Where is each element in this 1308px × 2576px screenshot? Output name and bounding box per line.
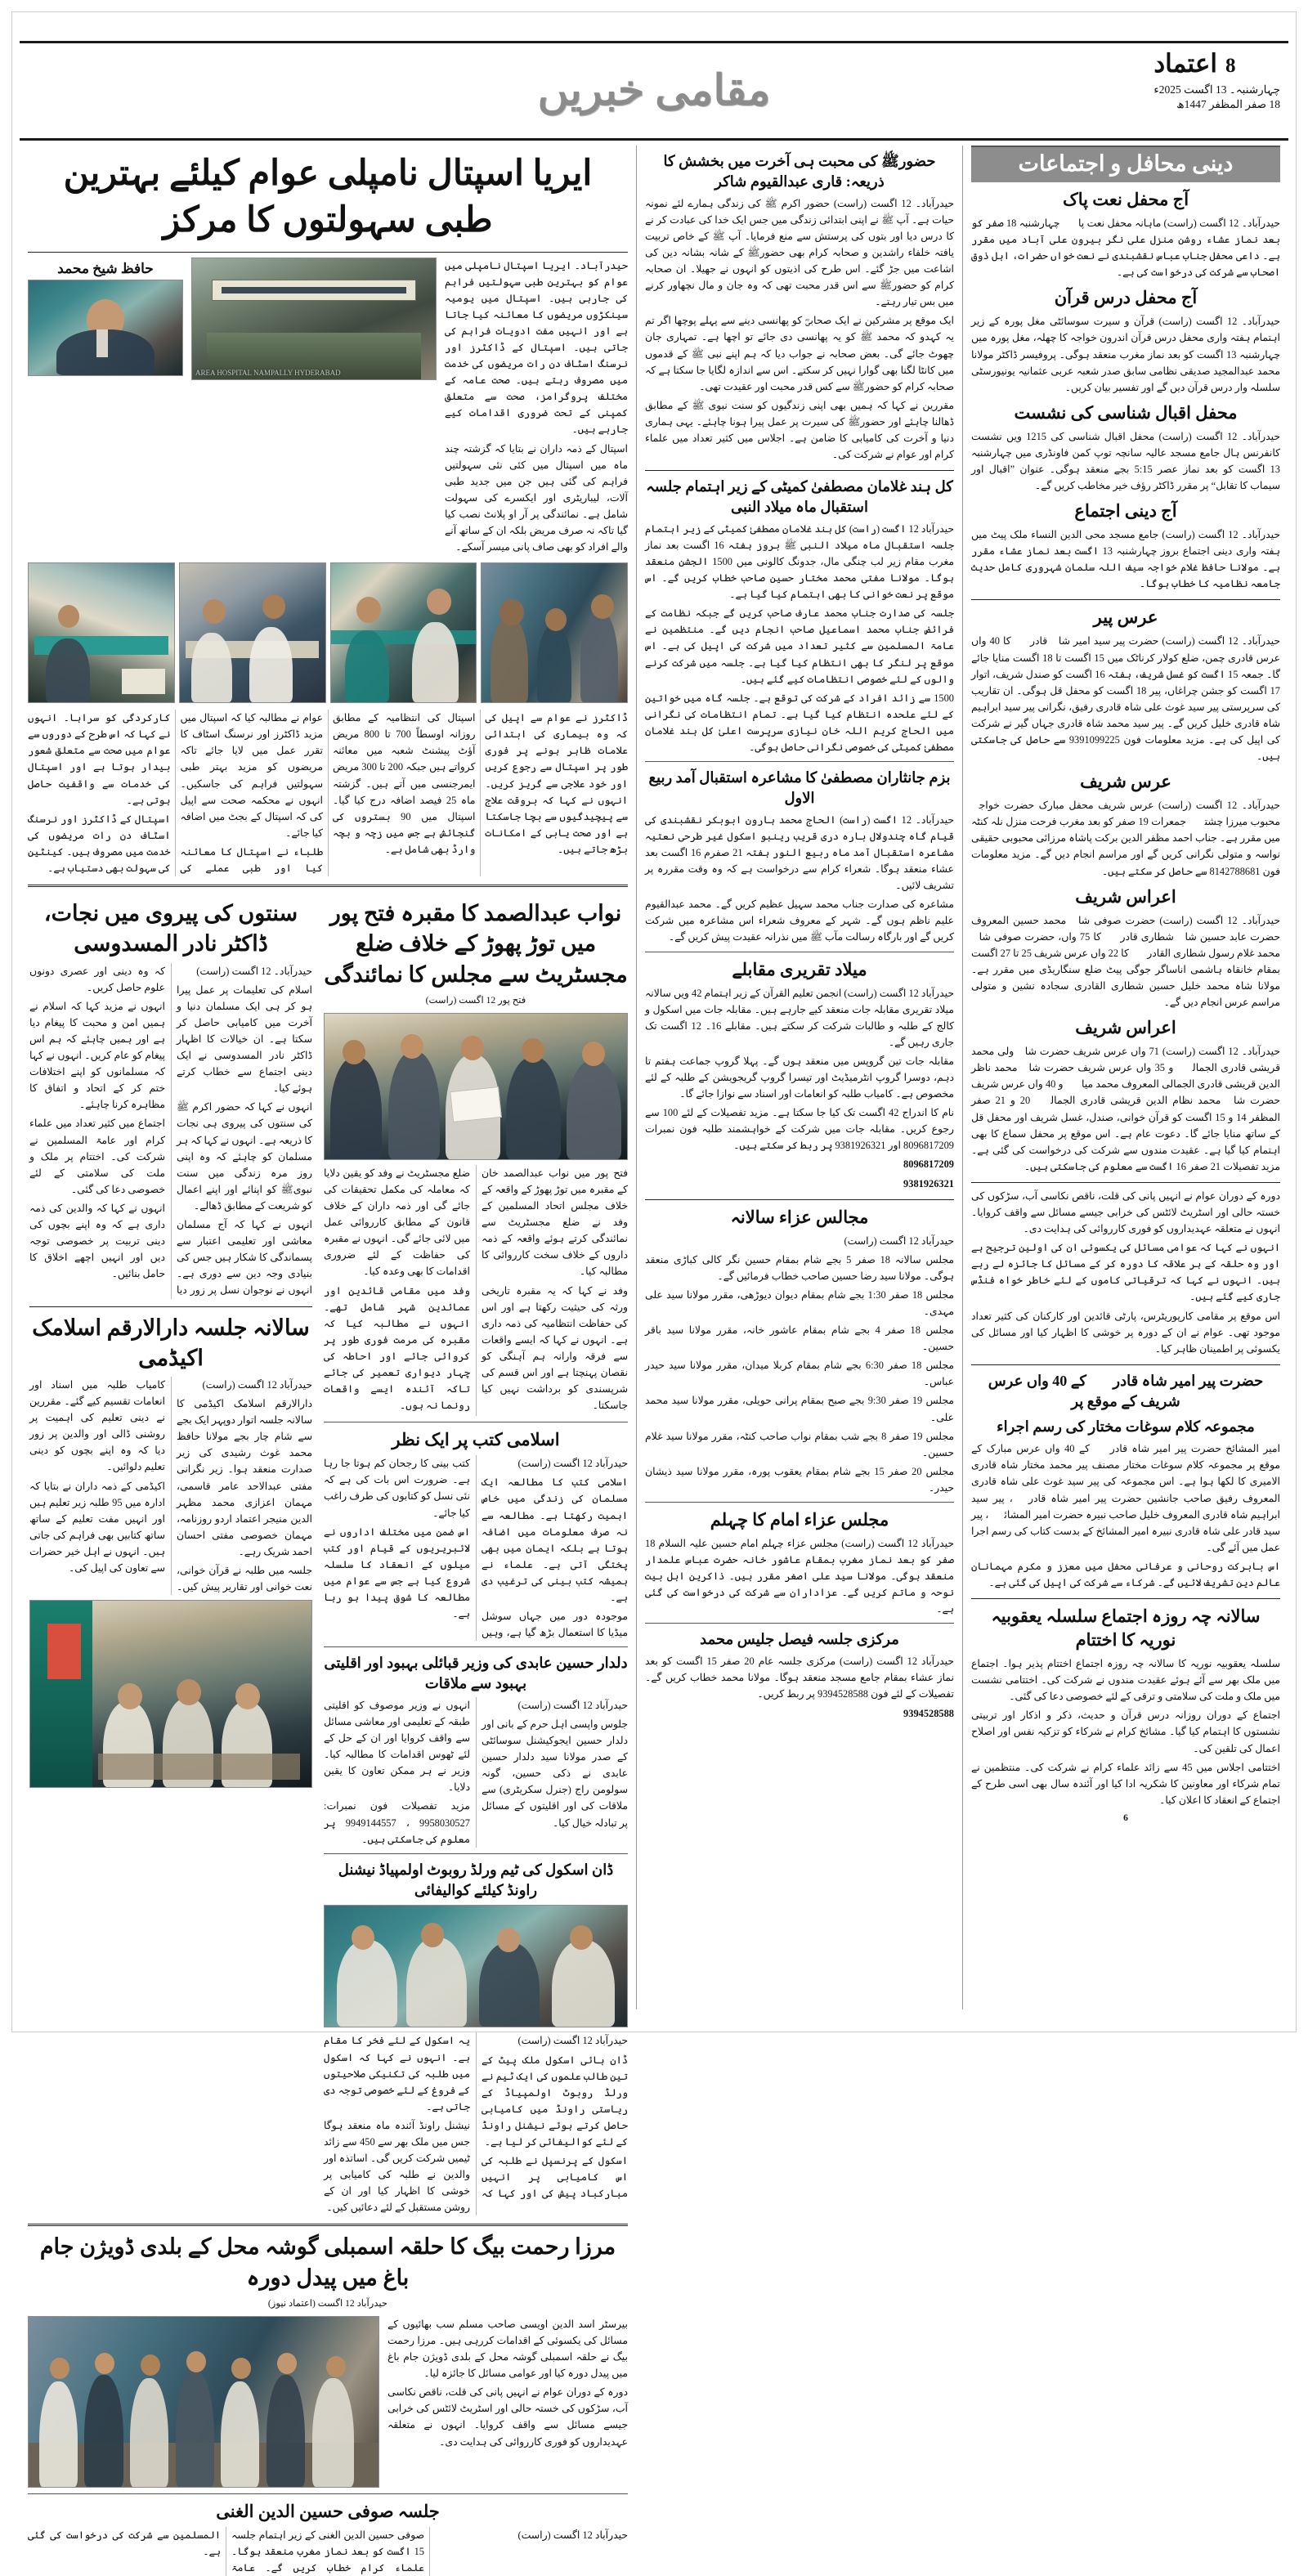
- notice-title: محفل اقبال شناسی کی نشست: [1014, 402, 1238, 423]
- story-headline: نواب عبدالصمد کا مقبرہ فتح پور میں توڑ پھوڑ کے خلاف ضلع مجسٹریٹ سے مجلس کا نمائندگی: [324, 901, 628, 987]
- divider: [971, 1182, 1280, 1183]
- story-paragraph: اجتماع میں کثیر تعداد میں علماء کرام اور عامۃ المسلمین نے شرکت کی۔ اختتام پر ملک و ملت کی سلامتی کے لئے خصوصی دعا کی گئی۔: [29, 1118, 165, 1195]
- story-paragraph: دورہ کے دوران عوام نے انہیں پانی کی قلت، ناقص نکاسی آب، سڑکوں کی خستہ حالی اور اسٹریٹ لائٹس کی خرابی جیسے مسائل سے واقف کروایا۔ انہوں نے متعلقہ عہدیداروں کو فوری کارروائی کی ہدایت دی۔: [971, 1189, 1280, 1235]
- story-dateline: حیدرآباد 12 اگست (راست): [517, 2529, 628, 2541]
- story-headline: کل ہند غلامان مصطفیٰ کمیٹی کے زیر اہتمام جلسہ استقبال ماہ میلاد النبی: [646, 478, 953, 515]
- story-paragraph: ایک موقع پر مشرکین نے ایک صحابیؓ کو پھانسی دینے سے پہلے پوچھا اگر تم یہ کہدو کہ محمد ﷺ کو یہ پھانسی دی جائے تو اچھا ہے۔ تمہاری جان چھوٹ جائے گی۔ بعض صحابہ نے جواب دیا کہ ہم اپنے نبی ﷺ کے قدموں میں کانٹا لگنا بھی گوارا نہیں کر سکتے۔ اس سے اندازہ لگایا جا سکتا ہے کہ صحابہ کرام کو حضورﷺ سے کس قدر محبت اور عقیدت تھی۔: [645, 315, 954, 392]
- story-sunnat-text: [29, 963, 312, 1299]
- story-dateline: حیدرآباد 12 اگست (راست): [844, 1234, 954, 1247]
- story-paragraph: حیدرآباد 12 اگست (راست) کل ہند غلامان مصطفیٰ کمیٹی کے زیر اہتمام جلسہ استقبال ماہ میلاد النبی ﷺ بروز ہفتہ 16 اگست بعد نماز مغرب مقام زیر لب چنگی مال، جدونگ کالونی میں 1500 الجشن منعقد ہوگا۔ مولانا مفتی محمد مختار حسین صاحب خطاب کریں گے۔ اس موقع پر نعت خوانی کا بھی اہتمام کیا گیا ہے۔: [645, 522, 955, 601]
- story-dateline: حیدرآباد 12 اگست (راست): [517, 1458, 628, 1470]
- photo-dawn-school-team: [324, 1905, 628, 2027]
- column-main: [20, 146, 636, 2574]
- divider: [28, 2493, 628, 2494]
- story-ghulaman-mustafa: [645, 477, 954, 755]
- story-paragraph: جلسہ میں طلبہ نے قرآن خوانی، نعت خوانی اور تقاریر پیش کیں۔ کامیاب طلبہ میں اسناد اور انعامات تقسیم کیے گئے۔ مقررین نے دینی تعلیم کی اہمیت پر روشنی ڈالی اور والدین پر زور دیا کہ وہ اپنے بچوں کو دینی تعلیم دلوائیں۔: [29, 1379, 312, 1593]
- divider: [28, 2224, 628, 2226]
- story-paragraph: جلوس واپسی اہل حرم کے بانی اور دلدار حسین ایجوکیشنل سوسائٹی کے صدر مولانا سید دلدار حسین عابدی نے ذکی حسین، گونہ سولومن راج (جنرل سکریٹری) سے ملاقات کی اور اقلیتوں کے مسائل پر تبادلہ خیال کیا۔: [482, 1718, 628, 1829]
- masthead-date-gregorian: چہارشنبہ۔ 13 اگست 2025ء: [1153, 83, 1280, 96]
- majalis-list-item: مجلس 19 صفر 9:30 بجے صبح بمقام پرانی حویلی، مقرر مولانا سید محمد علی۔: [645, 1395, 954, 1423]
- divider: [29, 1306, 312, 1307]
- story-paragraph: مزید تفصیلات فون نمبرات: 9958030527 ، 9949144557 پر معلوم کی جاسکتی ہیں۔: [324, 1800, 470, 1845]
- story-paragraph: حیدرآباد 12 اگست (راست) انجمن تعلیم القرآن کے زیر اہتمام 42 ویں سالانہ میلاد تقریری مقابلہ جات منعقد کیے جارہے ہیں۔ مقابلہ جات میں اسکول و کالج کے طلبہ و طالبات شرکت کر سکتے ہیں۔ مقابلے 16۔ 12 اگست تک جاری رہیں گے۔: [645, 987, 955, 1048]
- photo-doctors-desk: [179, 562, 326, 703]
- lead-top-block: [28, 258, 628, 558]
- notice-body: حیدرآباد۔ 12 اگست (راست) جامع مسجد محی الدین النساء ملک پیٹ میں ہفتہ واری دینی اجتماع بروز چہارشنبہ 13 اگست بعد نماز عشاء مقرر ہے۔ مولانا حافظ غلام خواجہ سیف اللہ سلمان شہروری کامل حدیث جامعہ نظامیہ کا خطاب ہوگا۔: [971, 529, 1280, 590]
- story-paragraph: حیدرآباد 12 اگست (راست) مرکزی جلسہ عام 20 صفر 15 اگست کو بعد نماز عشاء بمقام جامع مسجد منعقد ہوگا۔ مولانا محمد خطاب کریں گے۔ تفصیلات کے لئے فون 9394528588 پر ربط کریں۔: [645, 1655, 954, 1700]
- story-paragraph: ڈاکٹرز نے عوام سے اپیل کی کہ وہ بیماری کی ابتدائی علامات ظاہر ہونے پر فوری طور پر اسپتال سے رجوع کریں اور خود علاجی سے گریز کریں۔ انہوں نے کہا کہ بروقت علاج سے پیچیدگیوں سے بچا جاسکتا ہے اور صحت یابی کے امکانات بڑھ جاتے ہیں۔: [485, 712, 628, 855]
- story-dateline: فتح پور 12 اگست (راست): [425, 994, 526, 1006]
- majalis-list-item: مجلس 20 صفر 15 بجے شام بمقام یعقوب پورہ، مقرر مولانا سید ذیشان حیدر۔: [645, 1465, 954, 1494]
- story-paragraph: اجتماع کے دوران روزانہ درس قرآن و حدیث، ذکر و اذکار اور تربیتی نشستوں کا اہتمام کیا گیا۔ مشائخ کرام نے شرکاء کو تزکیہ نفس اور اصلاح اعمال کی تلقین کی۔: [971, 1709, 1280, 1754]
- notice-body: حیدرآباد۔ 12 اگست (راست) 71 واں عرس شریف حضرت شاہ ولی محمد قریشی قادری الجمالیؒ و 35 واں عرس شریف حضرت شاہ محمد ناظر الدین قریشی قادری الجمالی المعروف محمد میاںؒ و 40 واں عرس شریف حضرت شاہ محمد نظام الدین قریشی قادری الجمالیؒ 20 و 21 صفر المظفر 14 و 15 اگست کو قرآن خوانی، صندل، غسل شریف اور محفل قل کے ساتھ منایا جائے گا۔ دعوت عام ہے۔ اس موقع پر محفل سماع کا بھی اہتمام کیا گیا ہے۔ عقیدت مندوں سے شرکت کی درخواست کی گئی ہے۔ مزید تفصیلات 21 صفر 16 اگست سے معلوم کی جاسکتی ہیں۔: [971, 1046, 1280, 1172]
- headline-underline: [28, 252, 628, 253]
- story-headline: میلاد تقریری مقابلے: [732, 959, 867, 979]
- lead-headline: ایریا اسپتال نامپلی عوام کیلئے بہترین طبی سہولتوں کا مرکز: [63, 155, 593, 240]
- photo-sign-text: AREA HOSPITAL NAMPALLY HYDERABAD: [195, 368, 341, 377]
- divider: [324, 1853, 628, 1854]
- story-paragraph: اس ضمن میں مختلف اداروں نے لائبریریوں کے قیام اور کتب میلوں کے انعقاد کا سلسلہ شروع کیا ہے جس سے عوام میں مطالعہ کا شوق پیدا ہو رہا ہے۔: [324, 1525, 470, 1620]
- column-religious-notices: [963, 146, 1288, 2009]
- story-paragraph: اس موقع پر مقامی کارپوریٹرس، پارٹی قائدین اور کارکنان کی کثیر تعداد موجود تھی۔ عوام نے ان کے دورہ پر خوشی کا اظہار کیا اور مسائل کی یکسوئی پر اطمینان ظاہر کیا۔: [971, 1310, 1280, 1355]
- story-paragraph: سلسلہ یعقوبیہ نوریہ کا سالانہ چہ روزہ اجتماع اختتام پذیر ہوا۔ اجتماع میں ملک بھر سے آئے ہوئے عقیدت مندوں نے شرکت کی۔ اختتامی نشست میں ملک و ملت کی سلامتی و ترقی کے لئے خصوصی دعا کی گئی۔: [971, 1658, 1280, 1703]
- story-paragraph: دورہ کے دوران عوام نے انہیں پانی کی قلت، ناقص نکاسی آب، سڑکوں کی خستہ حالی اور اسٹریٹ لائٹس کی خرابی جیسے مسائل سے واقف کروایا۔ انہوں نے متعلقہ عہدیداروں کو فوری کارروائی کی ہدایت دی۔: [387, 2386, 628, 2448]
- story-paragraph: انہوں نے کہا کہ والدین کی ذمہ داری ہے کہ وہ اپنے بچوں کی دینی تربیت پر خصوصی توجہ دیں اور انہیں اچھے اخلاق کا حامل بنائیں۔: [29, 1202, 165, 1280]
- story-nawab-text: [324, 1165, 628, 1416]
- notice-title: عرس شریف: [1080, 772, 1171, 792]
- story-headline: جلسہ صوفی حسین الدین الغنی: [216, 2501, 440, 2521]
- story-headline: اسلامی کتب پر ایک نظر: [392, 1430, 560, 1450]
- story-headline-line2: مجموعہ کلام سوغات مختار کی رسم اجراء: [997, 1418, 1255, 1436]
- section-band-religious: دینی محافل و اجتماعات: [971, 146, 1280, 182]
- lead-photo-group: [191, 258, 437, 380]
- story-dawn-text: [324, 2032, 628, 2215]
- story-paragraph: امیر المشائخ حضرت پیر امیر شاہ قادریؒ کے 40 واں عرس مبارک کے موقع پر مجموعہ کلام سوغات مختار مصنف پیر محمد مختار شاہ قادری الامیری کا لکھا ہوا ہے۔ اس مجموعہ کی پیر سید غوث علی شاہ قادری المعروف رفیق صاحب جانشین حضرت پیر امیر شاہ قادریؒ، پیر سید ابراہیم شاہ قادری المعروف خلیل صاحب نبیرہ حضرت امیر المشائخؒ، پیر سید قادر علی شاہ قادری نبیرہ امیر المشائخ کے بدست کتاب کی رسم اجرا عمل میں آئے گی۔: [971, 1443, 1280, 1553]
- page-jump-number: 6: [1123, 1812, 1128, 1823]
- story-dateline: حیدرآباد 12 اگست (اعتماد نیوز): [267, 2297, 388, 2309]
- divider: [645, 761, 954, 762]
- story-paragraph: جلسہ کی صدارت جناب محمد عارف صاحب کریں گے جبکہ نظامت کے فرائض جناب محمد اسماعیل صاحب انجام دیں گے۔ منتظمین نے عامۃ المسلمین سے کثیر تعداد میں شرکت کی اپیل کی ہے۔ اس موقع پر لنگر کا بھی انتظام کیا گیا ہے۔ جلسہ میں شرکت کرنے والوں کے لئے خصوصی انتظامات کیے گئے ہیں۔: [645, 607, 954, 685]
- notice-item: [971, 606, 1280, 764]
- story-sufi-block: [28, 2500, 628, 2576]
- notice-title: عرس پیر: [1093, 607, 1158, 628]
- story-paragraph: مقررین نے کہا کہ ہمیں بھی اپنی زندگیوں کو سنت نبوی ﷺ کے مطابق ڈھالنا چاہئے اور حضورﷺ کی سیرت پر عمل پیرا ہونا چاہئے۔ یہی ہماری دنیا و آخرت کی کامیابی کا ضامن ہے۔ اجلاس میں کثیر تعداد میں علماء کرام اور عوام نے شرکت کی۔: [645, 399, 954, 461]
- story-paragraph: اسپتال کے ذمہ داران نے بتایا کہ گزشتہ چند ماہ میں اسپتال میں کئی نئی سہولتیں فراہم کی گئی ہیں جن میں جدید طبی آلات، لیباریٹری اور ایکسرے کی سہولت شامل ہے۔ نمائندگی پر آر او پلانٹ نصب کیا گیا تاکہ نہ صرف مریض بلکہ ان کے ساتھ آنے والے افراد کو بھی صاف پانی میسر آسکے۔: [445, 442, 628, 553]
- story-dildar: [324, 1653, 628, 1848]
- notice-title: اعراس شریف: [1075, 886, 1176, 907]
- divider: [324, 1646, 628, 1647]
- story-paragraph: مقابلہ جات تین گروپس میں منعقد ہوں گے۔ پہلا گروپ جماعت ہفتم تا دہم، دوسرا گروپ انٹرمیڈیٹ اور تیسرا گروپ گریجویشن کے طلبہ کے لئے مخصوص ہے۔ کامیاب طلبہ کو انعامات اور اسناد سے نوازا جائے گا۔: [645, 1055, 954, 1100]
- story-sufi-text: [28, 2527, 628, 2576]
- divider: [645, 1502, 954, 1503]
- notice-body: حیدرآباد۔ 12 اگست (راست) حضرت پیر سید امیر شاہ قادریؒ کا 40 واں عرس قادری چمن، ضلع کولار کرناٹک میں 15 اگست تا 18 اگست منایا جائے گا۔ جمعہ 15 اگست کو غسل شریف، ہفتہ 16 اگست کو صندل شریف، اتوار 17 اگست کو جشن چراغاں، پیر 18 اگست کو محفل قل ہوگی۔ ان تقاریب کی سرپرستی پیر سید غوث علی شاہ قادری رفیق، نگرانی پیر سید ابراہیم شاہ قادری خلیل کریں گے۔ پیر سید محمد شاہ قادری جہاں گیر نے شرکت کی اپیل کی ہے۔ مزید معلومات فون 9391099225 سے حاصل کی جاسکتی ہیں۔: [971, 635, 1281, 763]
- story-headline: سنتوں کی پیروی میں نجات، ڈاکٹر نادر المسدوسی: [43, 901, 298, 956]
- story-paragraph: مجلس سالانہ 18 صفر 5 بجے شام بمقام حسین نگر کالی کباڑی منعقد ہوگی۔ مولانا سید رضا حسین صاحب خطاب فرمائیں گے۔: [645, 1253, 954, 1282]
- story-paragraph: اسلام کی تعلیمات پر عمل پیرا ہو کر ہی ایک مسلمان دنیا و آخرت میں کامیابی حاصل کر سکتا ہے۔ ان خیالات کا اظہار ڈاکٹر نادر المسدوسی نے ایک دینی اجتماع سے خطاب کرتے ہوئے کیا۔: [177, 983, 312, 1095]
- contact-phone: 9394528588: [903, 1707, 954, 1719]
- story-paragraph: حیدرآباد۔ ایریا اسپتال نامپلی میں عوام کو بہترین طبی سہولتیں فراہم کی جارہی ہیں۔ اسپتال میں یومیہ سینکڑوں مریضوں کا معائنہ کیا جاتا ہے اور انہیں مفت ادویات فراہم کی جاتی ہیں۔ اسپتال کے ڈاکٹرز اور نرسنگ اسٹاف دن رات مریضوں کی خدمت میں مصروف رہتے ہیں۔ صحت عامہ کے مختلف پروگرامز، صحت سے متعلق کمپنی کے تحت ضروری اقدامات کیے جارہے ہیں۔: [445, 259, 628, 436]
- story-paragraph: انہوں نے کہا کہ آج مسلمان معاشی اور تعلیمی اعتبار سے پسماندگی کا شکار ہیں جس کی بنیادی وجہ دین سے دوری ہے۔ انہوں نے نوجوان نسل پر زور دیا کہ وہ دینی اور عصری دونوں علوم حاصل کریں۔: [29, 965, 312, 1297]
- contact-phone-secondary: 9381926321: [903, 1177, 954, 1189]
- majalis-list-item: مجلس 19 صفر 8 بجے شب بمقام نواب صاحب کنٹہ، مقرر مولانا سید غلام حسین۔: [645, 1430, 955, 1458]
- story-majalis-aza: [645, 1206, 954, 1496]
- story-bazm-jannisaran: [645, 768, 954, 945]
- story-paragraph: حیدرآباد۔ 12 اگست (راست) حضور اکرم ﷺ کی زندگی ہمارے لئے نمونہ حیات ہے۔ آپ ﷺ نے اپنی ابتدائی زندگی میں جس ایک خدا کی عبادت کر نے کا درس دیا اور بتوں کی پرستش سے منع فرمایا۔ آپ ﷺ کے خاص تربیت یافتہ خلفاء راشدین و صحابہ کرام بھی حضورﷺ کے شانہ بشانہ دین کی اشاعت میں جڑ گئے۔ اس طرح کی اذیتوں کو انہوں نے جھیلا۔ ان صحابہ کرام کو حضورﷺ سے اس قدر محبت تھی کہ وہ جان و مال نچھاور کرنے میں بس تیار رہتے۔: [645, 197, 954, 308]
- photo-ward-beds: [28, 562, 175, 703]
- story-headline: سالانہ جلسہ دارالارقم اسلامک اکیڈمی: [32, 1315, 310, 1370]
- story-paragraph: وفد نے کہا کہ یہ مقبرہ تاریخی ورثہ کی حیثیت رکھتا ہے اور اس کی حفاظت انتظامیہ کی ذمہ داری ہے۔ انہوں نے کہا کہ ایسے واقعات سے فرقہ وارانہ ہم آہنگی کو نقصان پہنچتا ہے اور اس قسم کی شرپسندی کو برداشت نہیں کیا جاسکتا۔: [482, 1284, 628, 1412]
- majalis-list-item: مجلس 18 صفر 4 بجے شام بمقام عاشور خانہ، مقرر مولانا سید باقر حسین۔: [645, 1324, 954, 1353]
- divider: [645, 1199, 954, 1200]
- notice-item: [971, 188, 1280, 280]
- story-paragraph: حیدرآباد 12 اگست (راست) مجلس عزاء چہلم امام حسین علیہ السلام 18 صفر کو بعد نماز مغرب بمقام عاشور خانہ حضرت عباس علمدار منعقد ہوگی۔ مولانا سید علی اصغر مقرر ہیں۔ ذاکرین اہل بیت نوحہ و ماتم کریں گے۔ عزاداران سے شرکت کی درخواست کی گئی ہے۔: [645, 1537, 954, 1615]
- story-paragraph: فتح پور میں نواب عبدالصمد خان کے مقبرہ میں توڑ پھوڑ کے واقعہ کے خلاف مجلس اتحاد المسلمین کے وفد نے ضلع مجسٹریٹ سے نمائندگی کرتے ہوئے واقعہ کے ذمہ داروں کے خلاف سخت کارروائی کا مطالبہ کیا۔: [482, 1167, 628, 1278]
- story-academy-text: [29, 1377, 312, 1595]
- story-paragraph: دارالارقم اسلامک اکیڈمی کا سالانہ جلسہ اتوار دوپہر ایک بجے سے شام چار بجے مولانا حافظ محمد غوث رشیدی کی زیر صدارت منعقد ہوا۔ زیر نگرانی مفتی عبدالاحد عامر قاسمی، مہمان اعزازی محمد مظہر الدین منیجر اعتماد اردو روزنامہ، مہمان خصوصی مفتی احسان احمد شریک رہے۔: [177, 1398, 312, 1557]
- notice-title: آج محفل درس قرآن: [1054, 288, 1198, 308]
- story-markazi-jalsa: [645, 1629, 954, 1721]
- story-chaurawa: [971, 1605, 1280, 1826]
- story-paragraph: طلباء نے اسپتال کا معائنہ کیا اور طبی عملے کی کارکردگی کو سراہا۔ انہوں نے کہا کہ اس طرح کے دوروں سے عوام میں صحت سے متعلق شعور بیدار ہوتا ہے اور اسپتال کی خدمات سے واقفیت حاصل ہوتی ہے۔: [28, 712, 323, 875]
- divider: [645, 1623, 954, 1624]
- story-paragraph: عوام نے مطالبہ کیا کہ اسپتال میں مزید ڈاکٹرز اور نرسنگ اسٹاف کا تقرر عمل میں لایا جائے تاکہ مریضوں کو مزید بہتر طبی سہولتیں فراہم کی جاسکیں۔ انہوں نے محکمہ صحت سے اپیل کی کہ اسپتال کے بجٹ میں اضافہ کیا جائے۔: [180, 712, 323, 839]
- story-sunnat-block: [29, 893, 312, 2215]
- story-milad-taqreeri: [645, 958, 954, 1192]
- notice-body: حیدرآباد۔ 12 اگست (راست) ماہانہ محفل نعت پاکؐ چہارشنبہ 18 صفر کو بعد نماز عشاء روشن منزل علی نگر بیرون علی آباد میں مقرر ہے۔ داعی محفل جناب عباس نقشبندی نے نعت خواں حضرات، اہل ذوق اصحاب سے شرکت کی درخواست کی ہے۔: [971, 217, 1281, 279]
- story-paragraph: اختتامی اجلاس میں 45 سے زائد علماء کرام نے شرکت کی۔ منتظمین نے تمام شرکاء اور معاونین کا شکریہ ادا کیا اور آئندہ سال بھی اسی طرح کے اجتماع کے انعقاد کا اعلان کیا۔: [971, 1761, 1280, 1806]
- story-paragraph: موجودہ دور میں جہاں سوشل میڈیا کا استعمال بڑھ گیا ہے، وہیں کتب بینی کا رجحان کم ہوتا جا رہا ہے۔ ضرورت اس بات کی ہے کہ نئی نسل کو کتابوں کی طرف راغب کیا جائے۔: [324, 1458, 628, 1639]
- story-headline: مجالس عزاء سالانہ: [730, 1207, 869, 1227]
- story-dateline: حیدرآباد 12 اگست (راست): [202, 1379, 312, 1391]
- story-mirza-text: [387, 2316, 628, 2488]
- notice-body: حیدرآباد۔ 12 اگست (راست) عرس شریف محفل مبارک حضرت خواجہ محبوب میرزا چشتیؒ جمعرات 19 صفر کو بعد مغرب فرحت منزل نلہ کنٹہ میں مقرر ہے۔ جناب احمد مظفر الدین برکت پاشاہ مرزائی محبوبی حقیقی نواسہ و متولی نگرانی کریں گے اور مراسم انجام دیں گے۔ مزید معلومات فون 8142788681 سے حاصل کر سکتے ہیں۔: [971, 800, 1280, 877]
- photo-doctor-portrait: [28, 280, 183, 376]
- story-dildar-text: [324, 1697, 628, 1848]
- notice-item: [971, 1016, 1280, 1175]
- story-headline: مرزا رحمت بیگ کا حلقہ اسمبلی گوشہ محل کے بلدی ڈویژن جام باغ میں پیدل دورہ: [39, 2234, 616, 2290]
- story-headline-line1: حضرت پیر امیر شاہ قادریؒ کے 40 واں عرس شریف کے موقع پر: [988, 1372, 1264, 1409]
- story-paragraph: اسپتال کے ڈاکٹرز اور نرسنگ اسٹاف دن رات مریضوں کی خدمت میں مصروف ہیں۔ کینٹین کی سہولت بھی دستیاب ہے۔: [28, 813, 171, 875]
- photo-patients-queue: [481, 562, 628, 703]
- story-paragraph: انہوں نے مزید کہا کہ اسلام نے ہمیں امن و محبت کا پیغام دیا ہے اور ہمیں چاہئے کہ ہم اس پیغام کو عام کریں۔ انہوں نے کہا کہ مسلمانوں کو اپنے اختلافات ختم کر کے اتحاد و اتفاق کا مظاہرہ کرنا چاہئے۔: [29, 1000, 165, 1111]
- majalis-list-item: مجلس 18 صفر 1:30 بجے شام بمقام دیوان دیوڑھی، مقرر مولانا سید علی مہدی۔: [645, 1288, 954, 1317]
- notice-title: آج محفل نعت پاک: [1062, 190, 1189, 209]
- story-paragraph: ضلع مجسٹریٹ نے وفد کو یقین دلایا کہ معاملہ کی مکمل تحقیقات کی جائے گی اور ذمہ داران کے خلاف قانون کے مطابق کارروائی عمل میں لائی جائے گی۔ انہوں نے مقبرہ کی حفاظت کے لئے ضروری اقدامات کا بھی وعدہ کیا۔: [324, 1167, 470, 1278]
- photo-consultation-room: [330, 562, 477, 703]
- divider: [971, 1598, 1280, 1599]
- contact-phone-primary: 8096817209: [903, 1158, 954, 1171]
- story-islamic-books-text: [324, 1455, 628, 1641]
- lead-byline-block: [28, 258, 183, 376]
- story-paragraph: نیشنل راونڈ آئندہ ماہ منعقد ہوگا جس میں ملک بھر سے 450 سے زائد ٹیمیں شرکت کریں گی۔ اساتذہ اور والدین نے طلبہ کی کامیابی پر خوشی کا اظہار کیا اور ان کے روشن مستقبل کے لئے دعائیں کیں۔: [324, 2119, 470, 2214]
- story-paragraph: اسپتال کی انتظامیہ کے مطابق روزانہ اوسطاً 700 تا 800 مریض آؤٹ پیشنٹ شعبہ میں معائنہ کرواتے ہیں جبکہ 200 تا 300 مریض ایمرجنسی میں آتے ہیں۔ گزشتہ ماہ 25 فیصد اضافہ درج کیا گیا۔ اسپتال میں 90 بستروں کی گنجائش ہے جس میں زچہ و بچہ وارڈ بھی شامل ہے۔: [333, 712, 476, 855]
- story-mirza-right-text: [971, 1188, 1280, 1357]
- masthead-date-hijri: 18 صفر المظفر 1447ھ: [1176, 98, 1280, 111]
- story-paragraph: وفد میں مقامی قائدین اور عمائدین شہر شامل تھے۔ انہوں نے مطالبہ کیا کہ مقبرہ کی مرمت فوری طور پر کروائی جائے اور احاطہ کی چہار دیواری تعمیر کی جائے تاکہ آئندہ ایسے واقعات رونما نہ ہوں۔: [324, 1284, 470, 1412]
- lead-body-columns: [28, 710, 628, 876]
- story-dateline: حیدرآباد۔ 12 اگست (راست): [196, 965, 312, 977]
- majalis-list-item: مجلس 18 صفر 6:30 بجے شام بمقام کربلا میدان، مقرر مولانا سید حیدر عباس۔: [645, 1360, 954, 1388]
- divider: [971, 1364, 1280, 1365]
- story-paragraph: انہوں نے وزیر موصوف کو اقلیتی طبقہ کے تعلیمی اور معاشی مسائل سے واقف کروایا اور ان کے حل کے لئے ٹھوس اقدامات کا مطالبہ کیا۔ وزیر نے ہر ممکن تعاون کا یقین دلایا۔: [324, 1699, 470, 1794]
- story-paragraph: مشاعرہ کی صدارت جناب محمد سہیل عظیم کریں گے۔ محمد عبدالقیوم علیم ناظم ہوں گے۔ شہر کے معروف شعراء اس مشاعرہ میں شرکت کریں گے اور بارگاہ رسالت مآب ﷺ میں نذرانہ عقیدت پیش کریں گے۔: [645, 898, 954, 943]
- notice-title: آج دینی اجتماع: [1074, 501, 1177, 522]
- story-islamic-books: [324, 1428, 628, 1641]
- author-byline: حافظ شیخ محمد: [57, 260, 154, 276]
- story-paragraph: بیرسٹر اسد الدین اویسی صاحب مسلم سب بھائیوں کے مسائل کی یکسوئی کے اقدامات کررہی ہیں۔ مرزا رحمت بیگ نے حلقہ اسمبلی گوشہ محل کے بلدی ڈویژن جام باغ میں پیدل دورہ کیا اور عوامی مسائل کا جائزہ لیا۔: [387, 2318, 628, 2380]
- notice-item: [971, 770, 1280, 879]
- notice-item: [971, 885, 1280, 1011]
- story-headline: سالانہ چہ روزہ اجتماع سلسلہ یعقوبیہ نوریہ کا اختتام: [991, 1606, 1261, 1651]
- two-story-block: [28, 893, 628, 2215]
- page-section-title: مقامی خبریں: [537, 68, 771, 114]
- notice-item: [971, 286, 1280, 395]
- photo-academy-gathering: [29, 1600, 312, 1788]
- divider: [28, 885, 628, 887]
- story-headline: ڈان اسکول کی ٹیم ورلڈ روبوٹ اولمپیاڈ نیشنل راونڈ کیلئے کوالیفائی: [338, 1861, 614, 1898]
- story-paragraph: اسکول کے پرنسپل نے طلبہ کی اس کامیابی پر انہیں مبارکباد پیش کی اور کہا کہ یہ اسکول کے لئے فخر کا مقام ہے۔ انہوں نے کہا کہ اسکول میں طلبہ کی تکنیکی صلاحیتوں کے فروغ کے لئے خصوصی توجہ دی جاتی ہے۔: [324, 2035, 628, 2200]
- story-paragraph: ڈان ہائی اسکول ملک پیٹ کے تین طالب علموں کی ایک ٹیم نے ورلڈ روبوٹ اولمپیاڈ کے ریاستی راونڈ میں کامیابی حاصل کرتے ہوئے نیشنل راونڈ کے لئے کوالیفائی کر لیا ہے۔: [482, 2054, 628, 2148]
- story-majlis-chehlum: [645, 1508, 954, 1617]
- notice-item: [971, 500, 1280, 592]
- story-headline: دلدار حسین عابدی کی وزیر قبائلی بہبود اور اقلیتی بہبود سے ملاقات: [324, 1655, 628, 1692]
- story-dateline: حیدرآباد 12 اگست (راست): [517, 1699, 628, 1711]
- story-headline: مرکزی جلسہ فیصل جلیس محمد: [700, 1631, 899, 1648]
- brand-name: اعتماد: [1153, 49, 1217, 78]
- story-paragraph: انہوں نے کہا کہ عوامی مسائل کی یکسوئی ان کی اولین ترجیح ہے اور وہ حلقہ کے ہر علاقہ کا دورہ کر کے مسائل کا جائزہ لے رہے ہیں۔ انہوں نے کہا کہ ترقیاتی کاموں کے لئے خاطر خواہ فنڈس جاری کیے گئے ہیں۔: [971, 1242, 1280, 1303]
- column-middle: [636, 146, 963, 2009]
- notice-body: حیدرآباد۔ 12 اگست (راست) محفل اقبال شناسی کی 1215 ویں نشست کانفرنس ہال جامع مسجد عالیہ سانچہ توپ کمن فاونڈری میں چہارشنبہ 13 اگست کو بعد نماز عصر 5:15 بجے منعقد ہوگی۔ عنوان ”اقبال اور سیماب کا تقابل“ پر مقرر ڈاکٹر رؤف خیر مخاطب کریں گے۔: [971, 430, 1280, 492]
- story-headline: حضورﷺ کی محبت ہی آخرت میں بخشش کا ذریعہ: قاری عبدالقیوم شاکر: [663, 153, 936, 190]
- story-headline: مجلس عزاء امام کا چہلم: [710, 1510, 889, 1530]
- story-paragraph: 1500 سے زائد افراد کے شرکت کی توقع ہے۔ جلسہ گاہ میں خواتین کے لئے علحدہ انتظام کیا گیا ہے۔ تمام انتظامات کی نگرانی میں الحاج کریم اللہ خان نیازی سرپرست اعلیٰ کل ہند غلامان مصطفیٰ کمیٹی کی خصوصی نگرانی حاصل ہوگی۔: [645, 692, 954, 754]
- divider: [645, 470, 954, 471]
- notice-item: [971, 401, 1280, 494]
- story-headline: بزم جانثاران مصطفیٰ کا مشاعرہ استقبال آمد ربیع الاول: [648, 769, 951, 806]
- story-academy-block: [29, 1313, 312, 1789]
- photo-hospital-building: [191, 258, 437, 380]
- story-dateline: حیدرآباد 12 اگست (راست): [517, 2035, 628, 2047]
- story-mirza-block: [28, 2232, 628, 2487]
- masthead-identity: [1153, 48, 1280, 112]
- photo-mirza-walk: [28, 2316, 379, 2488]
- story-paragraph: صوفی حسین الدین الغنی کے زیر اہتمام جلسہ 15 اگست کو بعد نماز مغرب منعقد ہوگا۔ علماء کرام خطاب کریں گے۔ عامۃ المسلمین سے شرکت کی درخواست کی گئی ہے۔: [28, 2529, 424, 2574]
- story-paragraph: اسلامی کتب کا مطالعہ ایک مسلمان کی زندگی میں خاص اہمیت رکھتا ہے۔ مطالعہ سے نہ صرف معلومات میں اضافہ ہوتا ہے بلکہ ایمان میں بھی پختگی آتی ہے۔ علماء نے ہمیشہ کتب بینی کی ترغیب دی ہے۔: [482, 1476, 628, 1603]
- story-paragraph: اس بابرکت روحانی و عرفانی محفل میں معزز و مکرم مہمانان عالم دین تشریف لائیں گے۔ شرکاء سے شرکت کی اپیل کی گئی ہے۔: [971, 1560, 1280, 1589]
- page-content: [20, 146, 1288, 2574]
- masthead: [20, 41, 1288, 141]
- notice-title: اعراس شریف: [1075, 1018, 1176, 1038]
- story-sogat: [971, 1371, 1280, 1591]
- story-nawab-block: [324, 893, 628, 2215]
- story-paragraph: انہوں نے کہا کہ حضور اکرم ﷺ کی سنتوں کی پیروی ہی نجات کا ذریعہ ہے۔ انہوں نے کہا کہ ہر مسلمان کو چاہئے کہ وہ اپنی روز مرہ زندگی میں سنت نبویﷺ کو اپنائے اور اپنے اعمال کو شریعت کے مطابق ڈھالے۔: [177, 1101, 312, 1212]
- story-paragraph: نام کا اندراج 42 اگست تک کیا جا سکتا ہے۔ مزید تفصیلات کے لئے 100 سے رجوع کریں۔ مقابلہ جات میں شرکت کے خواہشمند طلبہ فون نمبرات 8096817209 اور 9381926321 پر ربط کر سکتے ہیں۔: [645, 1107, 954, 1152]
- notice-body: حیدرآباد۔ 12 اگست (راست) قرآن و سیرت سوسائٹی مغل پورہ کے زیر اہتمام ہفتہ واری محفل درس قرآن اندرون خواجہ کا چھلہ، مغل پورہ میں چہارشنبہ 13 اگست کو بعد نماز مغرب منعقد ہوگی۔ پروفیسر ڈاکٹر مولانا محمد عبدالمجید صدیقی نظامی سابق صدر شعبہ عربی عثمانیہ یونیورسٹی سلسلہ وار درس قرآن دیں گے اور تفسیر بیان کریں۔: [971, 316, 1280, 393]
- notice-body: حیدرآباد۔ 12 اگست (راست) حضرت صوفی شاہ محمد حسین المعروف حضرت عابد حسین شاہ شطاری قادریؒ کا 75 واں، حضرت صوفی شاہ محمد غلام رسول شطاری القادریؒ کا 22 واں عرس شریف 25 تا 27 اگست بمقام خانقاہ ہاشمی اناساگر جوگی پیٹ ضلع سنگاریڈی میں مقرر ہے۔ مولانا شاہ محمد خلیل حسین شطاری القادری سجادہ نشین و متولی مراسم عرس انجام دیں گے۔: [971, 914, 1281, 1009]
- page-number: 8: [1225, 55, 1236, 77]
- photo-delegation-memorandum: [324, 1013, 628, 1160]
- story-dawn-school: [324, 1860, 628, 2216]
- photo-strip-hospital: [28, 562, 628, 703]
- story-intro-qayyum: [645, 151, 954, 463]
- story-paragraph: حیدرآباد۔ 12 اگست (راست) الحاج محمد ہارون ابوبکر نقشبندی کی قیام گاہ چندولال بارہ دری قریب رینبو اسکول غیر طرحی نعتیہ مشاعرہ استقبال آمد ماہ ربیع النور ہفتہ 21 صفرم 16 اگست بعد عشاء منعقد ہوگا۔ شعراء کرام سے درخواست ہے کہ وہ وقت مقررہ پر تشریف لائیں۔: [645, 813, 955, 892]
- story-mirza-layout: [28, 2316, 628, 2488]
- lead-intro-text: [445, 258, 628, 558]
- story-paragraph: اکیڈمی کے ذمہ داران نے بتایا کہ ادارہ میں 95 طلبہ زیر تعلیم ہیں اور انہیں مفت تعلیم کے ساتھ ساتھ کتابیں بھی فراہم کی جاتی ہیں۔ انہوں نے اہل خیر حضرات سے تعاون کی اپیل کی۔: [29, 1480, 165, 1575]
- divider: [971, 599, 1280, 600]
